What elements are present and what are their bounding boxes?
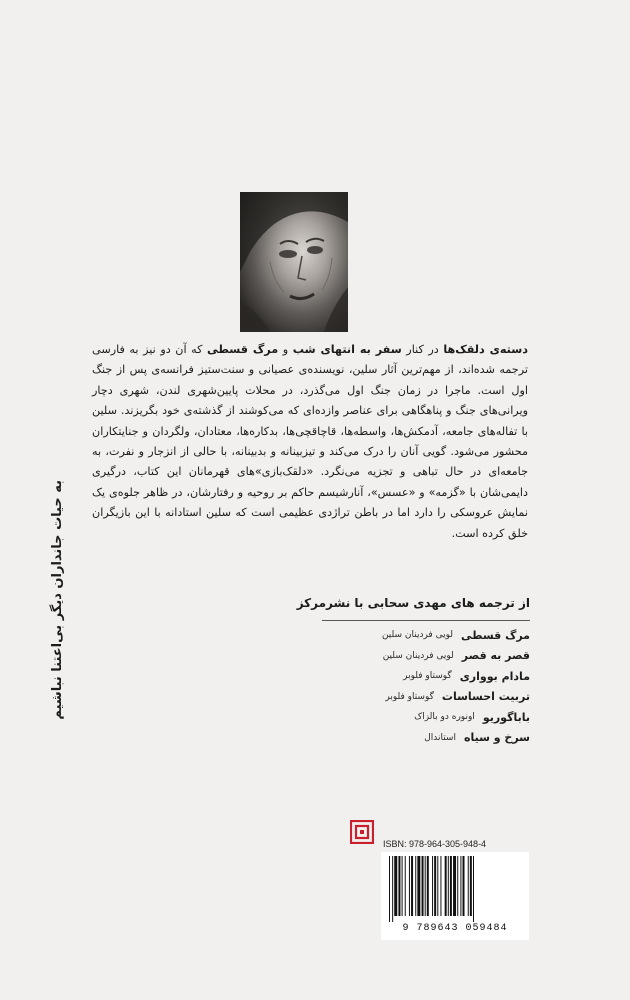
blurb-text-3: که آن دو نیز به فارسی ترجمه شده‌اند، از مهم‌ترین آثار سلین، نویسنده‌ی عصیانی و سنت‌ستیز فرانسه‌ی پس از جنگ اول است. ماجرا در زمان جنگ اول می‌گذرد، در محلات پایین‌شهری لندن، شهری دچار ویرانی‌های جنگ و پناهگاهی برای عناصر وازده‌ای که می‌کوشند از گذشته‌ی خود بگریزند. سلین با تفاله‌های جامعه، آدمکش‌ها، واسطه‌ها، قاچاقچی‌ها، بدکاره‌ها، معتادان، ولگردان و جنایتکاران محشور می‌شود. گویی آنان را درک می‌کند و تیزبینانه و بدبینانه، با حالی از انزجار و نفرت، به جامعه‌ای در حال تباهی و تجزیه می‌نگرد. «دلقک‌بازی»های قهرمانان این کتاب، درگیری دایمی‌شان با «گزمه» و «عسس»، آنارشیسم حاکم بر روحیه و رفتارشان، در ظاهر جلوه‌ی یک نمایش عروسکی را دارد اما در باطن تراژدی عظیمی است که سلین استادانه با این بازیگران خلق کرده است. xyxy=(92,343,528,540)
book-title: قصر به قصر xyxy=(461,649,530,663)
list-item xyxy=(230,646,530,667)
translations-list xyxy=(230,625,530,748)
blurb-text-2: و xyxy=(278,343,293,356)
barcode-digits: 9 789643 059484 xyxy=(402,923,508,934)
book-author: استاندال xyxy=(424,732,456,743)
spine-text xyxy=(40,400,74,800)
book-author: اونوره دو بالزاک xyxy=(414,712,475,723)
book-title: باباگوریو xyxy=(482,710,530,724)
list-item xyxy=(230,666,530,687)
list-item xyxy=(230,687,530,708)
translations-heading: از ترجمه‌ های مهدی سحابی با نشرمرکز xyxy=(296,596,530,610)
publisher-logo-icon xyxy=(350,820,374,844)
book-title: مادام بوواری xyxy=(459,669,530,683)
barcode-bars-icon xyxy=(387,856,523,922)
book-title-death-on-credit: مرگ قسطی xyxy=(207,343,279,356)
isbn-label: ISBN: 978-964-305-948-4 xyxy=(383,839,487,849)
book-title: تربیت احساسات xyxy=(441,690,530,704)
heading-divider xyxy=(322,620,530,621)
book-author: گوستاو فلوبر xyxy=(403,671,452,682)
description-paragraph xyxy=(92,340,528,544)
book-title: سرخ و سیاه xyxy=(463,731,530,745)
book-title-clowns: دسته‌ی دلقک‌ها xyxy=(443,343,528,356)
book-title: مرگ قسطی xyxy=(461,628,530,642)
book-author: گوستاو فلوبر xyxy=(385,691,434,702)
list-item xyxy=(230,728,530,749)
blurb-text-1: در کنار xyxy=(401,343,444,356)
list-item xyxy=(230,625,530,646)
book-title-journey: سفر به انتهای شب xyxy=(292,343,402,356)
author-portrait xyxy=(240,192,348,332)
barcode xyxy=(381,852,529,940)
book-author: لویی فردینان سلین xyxy=(382,650,454,661)
book-author: لویی فردینان سلین xyxy=(381,630,453,641)
list-item xyxy=(230,707,530,728)
portrait-photo xyxy=(240,192,348,332)
spine-tagline: به حیات جانداران دیگر بی‌اعتنا نباشیم xyxy=(49,480,65,720)
